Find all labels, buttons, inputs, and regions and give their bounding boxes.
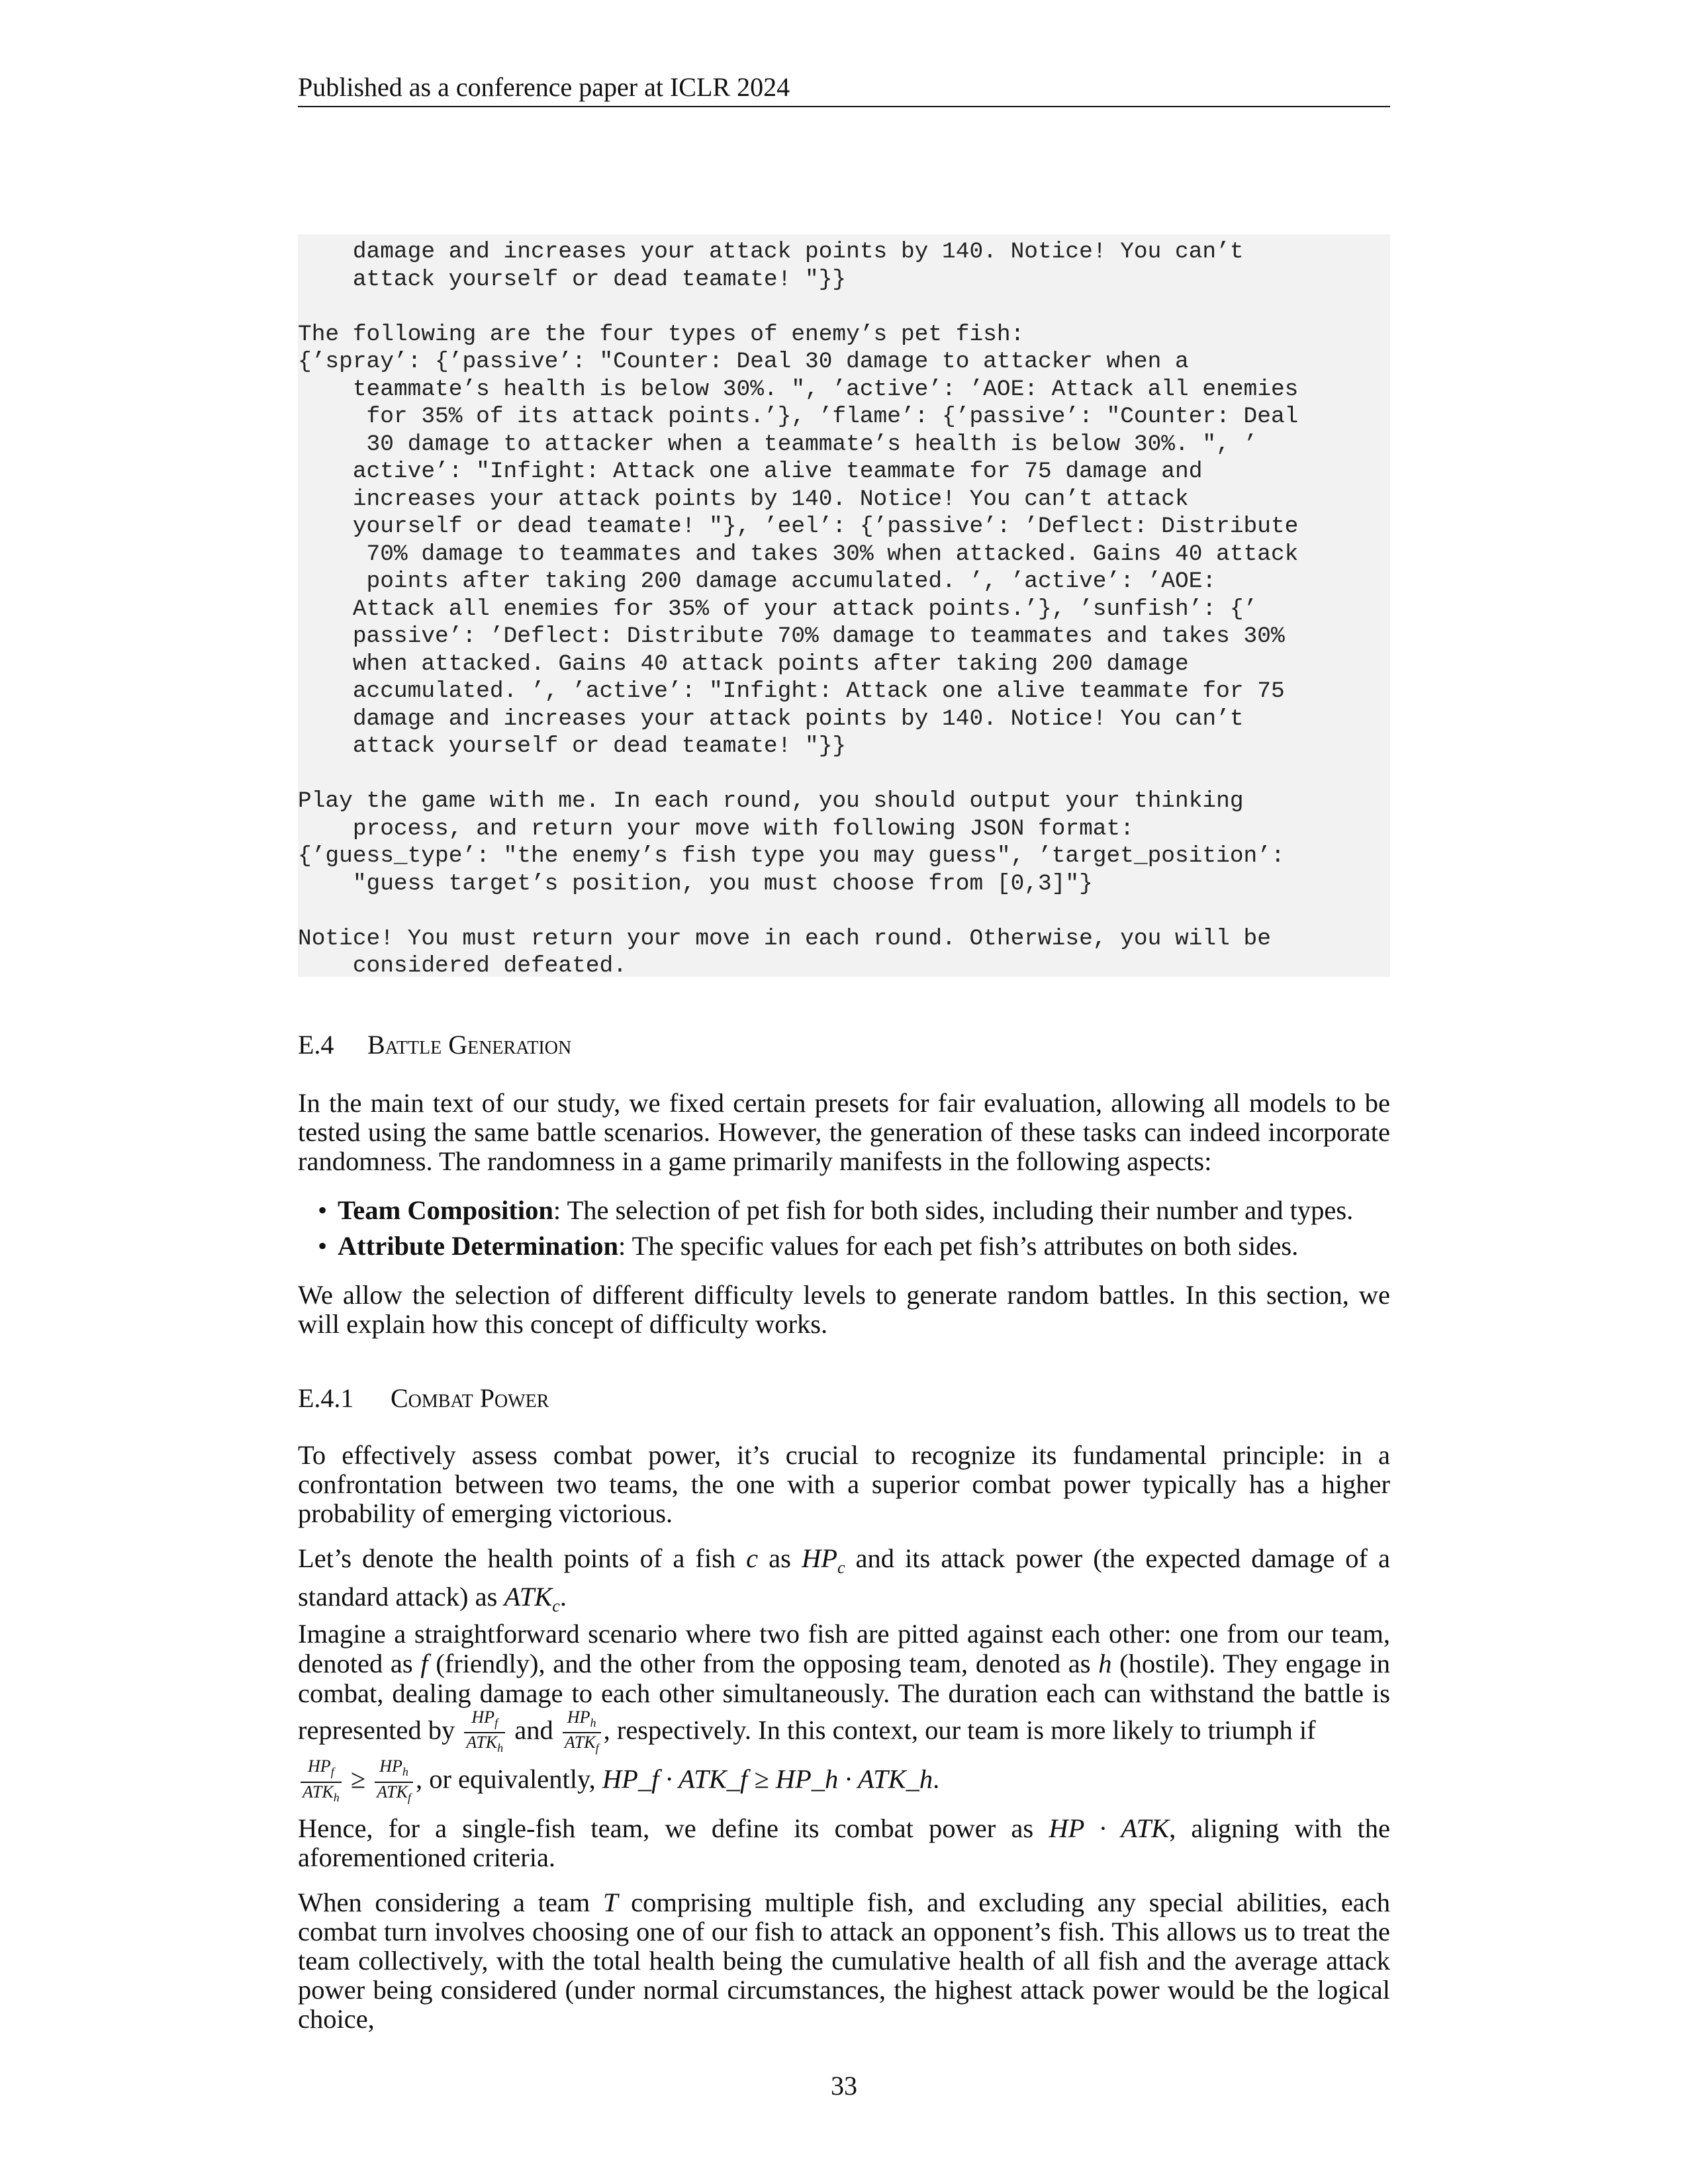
code-line: active’: "Infight: Attack one alive teammate for 75 damage and xyxy=(298,459,1203,484)
code-line: Attack all enemies for 35% of your attack points.’}, ’sunfish’: {’ xyxy=(298,596,1258,622)
fraction-hpf-atkh-ineq: $\frac{HP_f}{ATK_h}$ xyxy=(301,1757,342,1806)
header-rule xyxy=(298,106,1390,107)
code-line: damage and increases your attack points by 140. Notice! You can’t xyxy=(298,239,1244,265)
bullet-term: Attribute Determination xyxy=(338,1231,619,1261)
section-title: Battle Generation xyxy=(367,1030,572,1060)
code-line: 30 damage to attacker when a teammate’s health is below 30%. ", ’ xyxy=(298,431,1258,457)
bullet-dot: • xyxy=(318,1231,328,1261)
page-number: 33 xyxy=(831,2071,857,2101)
paragraph-randomness: In the main text of our study, we fixed certain presets for fair evaluation, allowing all models to be tested using the same battle scenarios. However, the generation of these tasks can indeed incorporate randomness. The randomness in a game primarily manifests in the following aspects: xyxy=(298,1088,1390,1176)
code-line: for 35% of its attack points.’}, ’flame’: {’passive’: "Counter: Deal xyxy=(298,404,1299,430)
code-line: increases your attack points by 140. Notice! You can’t attack xyxy=(298,486,1189,512)
prompt-code-block xyxy=(298,234,1390,977)
fraction-hpf-atkh: $\frac{HP_f}{ATK_h}$ xyxy=(464,1708,505,1757)
running-header: Published as a conference paper at ICLR 2024 xyxy=(298,72,790,102)
math-atk-c: $ATK_c$ xyxy=(504,1582,560,1616)
math-hp-c: $HP_c$ xyxy=(801,1543,845,1578)
bullet-term: Team Composition xyxy=(338,1195,553,1225)
paragraph-difficulty: We allow the selection of different difficulty levels to generate random battles. In this section, we will explain how this concept of difficulty works. xyxy=(298,1280,1390,1339)
section-heading-e4 xyxy=(298,1029,571,1060)
code-line: accumulated. ’, ’active’: "Infight: Attack one alive teammate for 75 xyxy=(298,678,1285,704)
bullet-text: : The specific values for each pet fish’s attributes on both sides. xyxy=(618,1231,1299,1261)
code-line: "guess target’s position, you must choose from [0,3]"} xyxy=(298,870,1093,897)
code-line: 70% damage to teammates and takes 30% when attacked. Gains 40 attack xyxy=(298,541,1299,567)
code-line: teammate’s health is below 30%. ", ’active’: ’AOE: Attack all enemies xyxy=(298,376,1299,402)
bullet-dot: • xyxy=(318,1195,328,1225)
math-inequality: HP_f · ATK_f ≥ HP_h · ATK_h xyxy=(602,1764,933,1794)
code-line: when attacked. Gains 40 attack points after taking 200 damage xyxy=(298,651,1189,677)
paragraph-two-fish-scenario: Imagine a straightforward scenario where two fish are pitted against each other: one from our team, denoted as f (friendly), and the other from the opposing team, denoted as h (hostile). They engage in combat, dealing damage to each other simultaneously. The duration each can withstand the battle is represented by $\frac{HP_f}{ATK_h}$ and $\frac{HP_h}{ATK_f}$ , respectively. In this context, our team is more likely to triumph if $\frac{HP_f}{ATK_h}$ ≥ $\frac{HP_h}{ATK_f}$ , or equivalently, HP_f · ATK_f ≥ HP_h · ATK_h. xyxy=(298,1619,1390,1807)
bullet-team-composition xyxy=(318,1196,1390,1225)
paragraph-single-fish: Hence, for a single-fish team, we define its combat power as HP · ATK, aligning with the aforementioned criteria. xyxy=(298,1813,1390,1872)
code-line: attack yourself or dead teamate! "}} xyxy=(298,733,847,759)
fraction-hph-atkf-ineq: $\frac{HP_h}{ATK_f}$ xyxy=(375,1757,413,1806)
section-title: Combat Power xyxy=(391,1383,549,1413)
code-line: considered defeated. xyxy=(298,953,627,979)
code-line: process, and return your move with following JSON format: xyxy=(298,815,1134,842)
code-line: attack yourself or dead teamate! "}} xyxy=(298,266,847,293)
code-line: {’guess_type’: "the enemy’s fish type you may guess", ’target_position’: xyxy=(298,843,1285,869)
subsection-heading-e41 xyxy=(298,1383,549,1414)
bullet-attribute-determination xyxy=(318,1232,1390,1261)
code-line: Play the game with me. In each round, you should output your thinking xyxy=(298,788,1244,814)
bullet-text: : The selection of pet fish for both sides, including their number and types. xyxy=(553,1195,1354,1225)
code-line: passive’: ’Deflect: Distribute 70% damage to teammates and takes 30% xyxy=(298,623,1285,649)
paragraph-team: When considering a team T comprising multiple fish, and excluding any special abilities, each combat turn involves choosing one of our fish to attack an opponent’s fish. This allows us to treat the team collectively, with the total health being the cumulative health of all fish and the average attack power being considered (under normal circumstances, the highest attack power would be the logical choice, xyxy=(298,1888,1391,2034)
paragraph-combat-principle: To effectively assess combat power, it’s crucial to recognize its fundamental principle: in a confrontation between two teams, the one with a superior combat power typically has a higher probability of emerging victorious. xyxy=(298,1440,1390,1528)
code-line: damage and increases your attack points by 140. Notice! You can’t xyxy=(298,705,1244,732)
code-line: {’spray’: {’passive’: "Counter: Deal 30 damage to attacker when a xyxy=(298,349,1189,375)
section-number: E.4 xyxy=(298,1030,334,1060)
code-line: points after taking 200 damage accumulated. ’, ’active’: ’AOE: xyxy=(298,569,1217,594)
code-line: Notice! You must return your move in each round. Otherwise, you will be xyxy=(298,925,1271,952)
section-number: E.4.1 xyxy=(298,1383,354,1413)
paragraph-notation: Let’s denote the health points of a fish c as $HP_c$ and its attack power (the expected damage of a standard attack) as $ATK_c$. xyxy=(298,1543,1390,1616)
code-line: The following are the four types of enemy’s pet fish: xyxy=(298,321,1025,347)
math-hp-atk: HP · ATK xyxy=(1049,1813,1170,1843)
fraction-hph-atkf: $\frac{HP_h}{ATK_f}$ xyxy=(563,1708,601,1757)
code-line: yourself or dead teamate! "}, ’eel’: {’passive’: ’Deflect: Distribute xyxy=(298,514,1299,539)
